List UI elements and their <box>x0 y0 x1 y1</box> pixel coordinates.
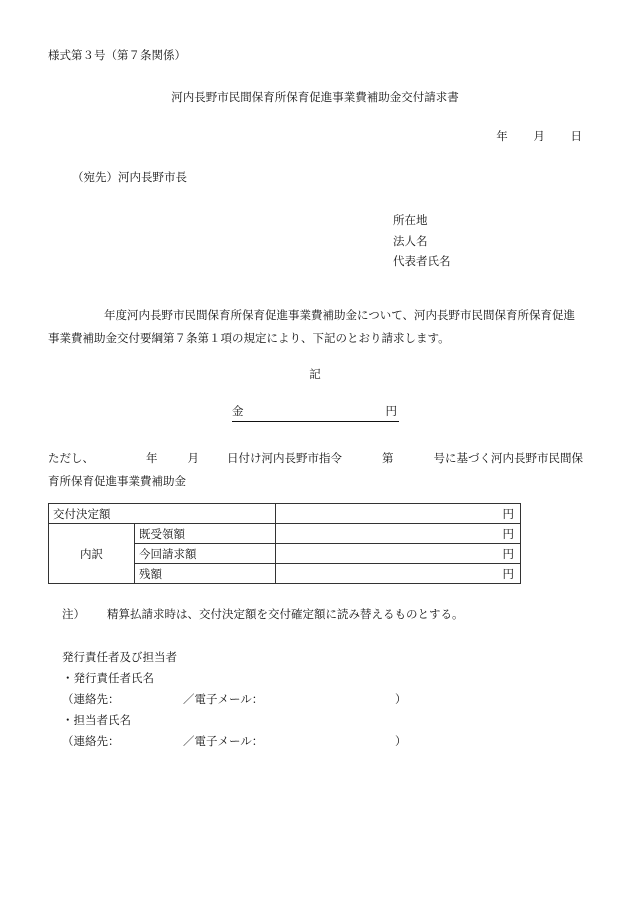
table-row <box>49 504 521 524</box>
amount-table <box>48 503 521 584</box>
basis-text <box>48 447 583 492</box>
note-mark: 注） <box>62 607 85 621</box>
applicant-block <box>393 210 451 272</box>
issuer-close-paren: ） <box>395 692 407 706</box>
date-line <box>474 131 582 143</box>
staff-close-paren: ） <box>395 734 407 748</box>
basis-dai: 第 <box>382 451 394 465</box>
staff-mail-label: ／電子メール： <box>183 734 264 748</box>
basis-part3: 号に基づく河内長野市民間保 <box>433 451 583 465</box>
note-text: 精算払請求時は、交付決定額を交付確定額に読み替えるものとする。 <box>107 607 464 621</box>
issuer-contact-line <box>62 689 407 710</box>
staff-contact-line <box>62 731 407 752</box>
basis-part1: ただし、 <box>48 451 94 465</box>
amount-line <box>232 406 399 422</box>
form-number: 様式第３号（第７条関係） <box>48 48 186 62</box>
document-title: 河内長野市民間保育所保育促進事業費補助金交付請求書 <box>171 90 459 104</box>
current-request-unit: 円 <box>276 544 521 564</box>
basis-part2: 日付け河内長野市指令 <box>227 451 342 465</box>
address-label: 所在地 <box>393 213 428 227</box>
contact-heading: 発行責任者及び担当者 <box>62 650 177 664</box>
received-unit: 円 <box>276 524 521 544</box>
issuer-mail-label: ／電子メール： <box>183 692 264 706</box>
basis-year: 年 <box>146 451 158 465</box>
breakdown-label: 内訳 <box>49 524 135 584</box>
request-text: 年度河内長野市民間保育所保育促進事業費補助金について、河内長野市民間保育所保育促進事業費補助金交付要綱第７条第１項の規定により、下記のとおり請求します。 <box>48 308 576 345</box>
table-row <box>49 524 521 544</box>
basis-month: 月 <box>187 451 199 465</box>
amount-prefix: 金 <box>232 404 244 418</box>
date-month: 月 <box>533 129 545 143</box>
staff-tel-label: （連絡先： <box>62 734 120 748</box>
note <box>62 609 464 621</box>
issuer-tel-label: （連絡先： <box>62 692 120 706</box>
issuer-label: ・発行責任者氏名 <box>62 671 154 685</box>
contact-block <box>62 647 407 752</box>
decided-label: 交付決定額 <box>49 504 276 524</box>
staff-label: ・担当者氏名 <box>62 713 131 727</box>
decided-amount-unit: 円 <box>276 504 521 524</box>
remaining-label: 残額 <box>135 564 276 584</box>
corporation-label: 法人名 <box>393 233 428 248</box>
request-paragraph <box>48 304 584 349</box>
date-year: 年 <box>496 129 508 143</box>
amount-unit: 円 <box>385 404 397 418</box>
current-request-label: 今回請求額 <box>135 544 276 564</box>
addressee: （宛先）河内長野市長 <box>72 170 187 184</box>
basis-line2: 育所保育促進事業費補助金 <box>48 473 186 488</box>
date-day: 日 <box>570 129 582 143</box>
representative-label: 代表者氏名 <box>393 254 451 268</box>
remaining-unit: 円 <box>276 564 521 584</box>
ki-heading: 記 <box>309 367 321 381</box>
received-label: 既受領額 <box>135 524 276 544</box>
